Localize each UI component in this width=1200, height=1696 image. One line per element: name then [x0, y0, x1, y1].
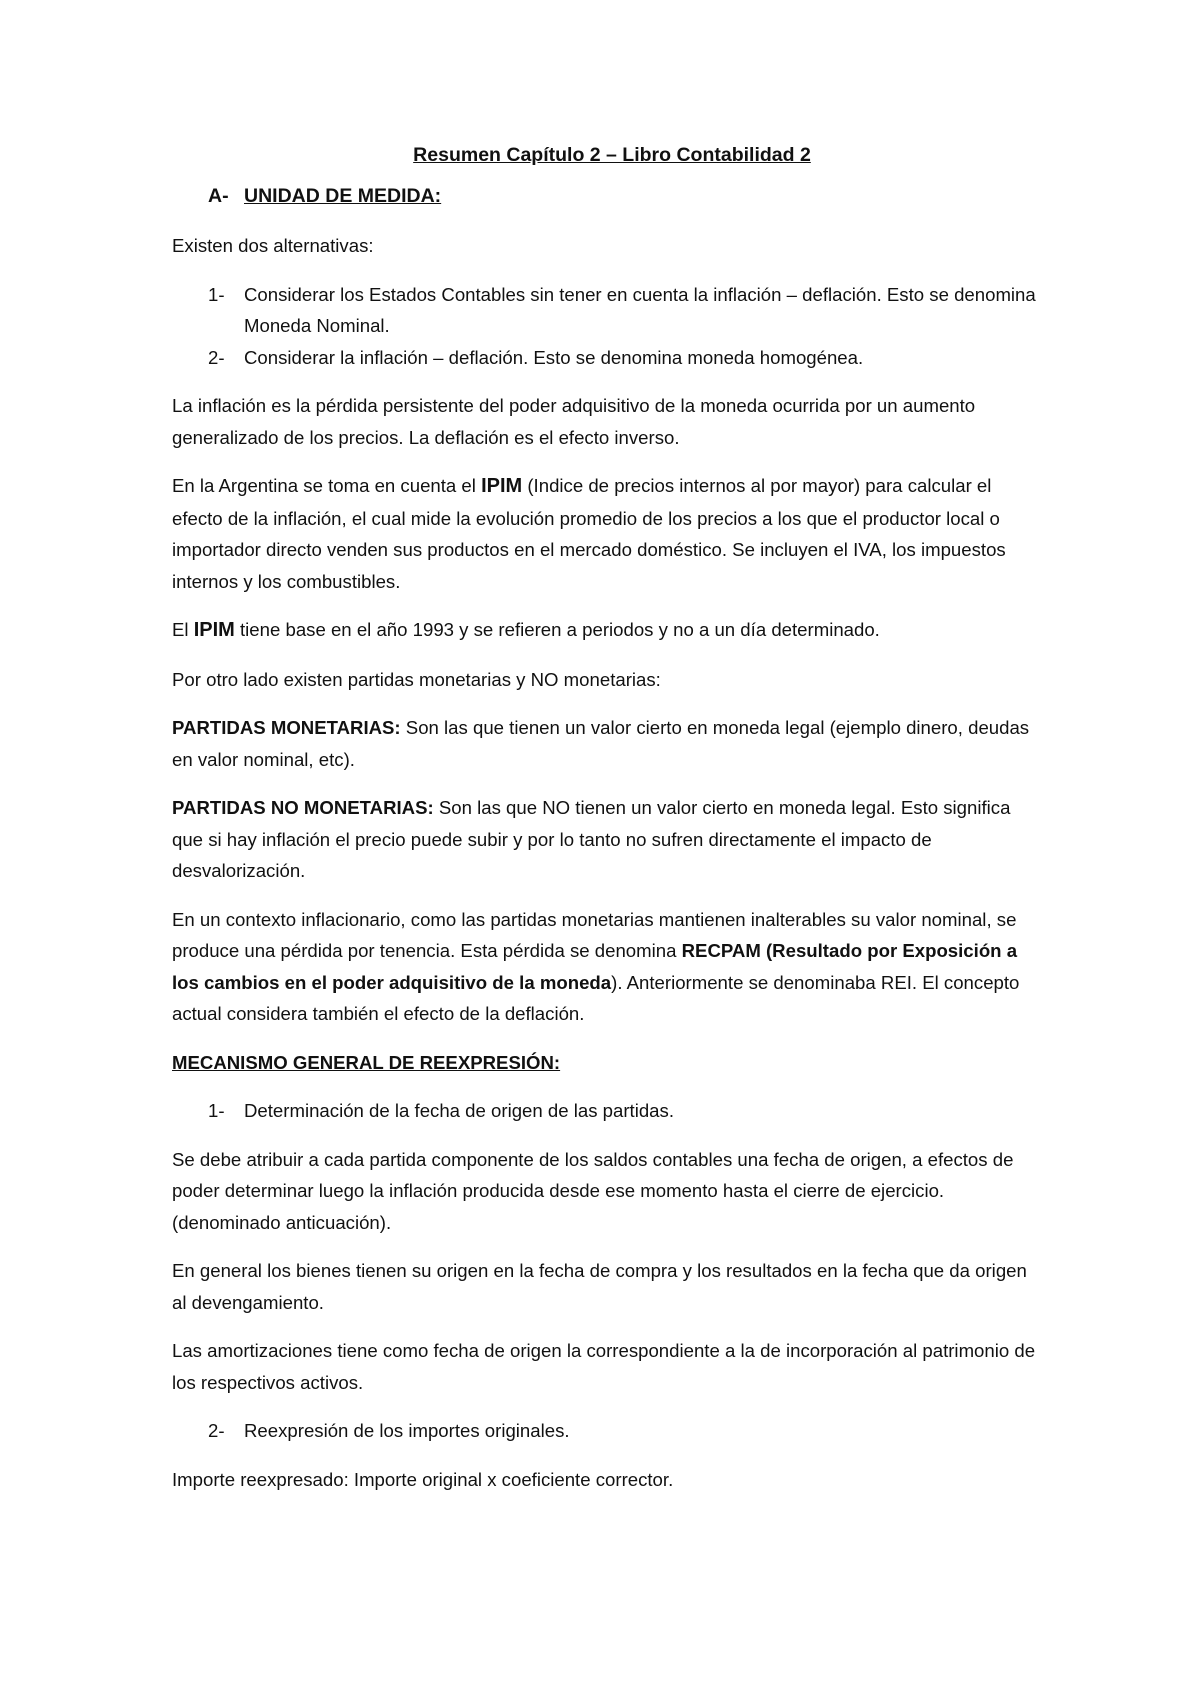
- paragraph-partidas-no-monetarias: [172, 792, 1042, 887]
- paragraph-importe: Importe reexpresado: Importe original x coeficiente corrector.: [172, 1468, 674, 1490]
- section-a-marker: A-: [208, 184, 229, 207]
- partidas-no-monetarias-text: Son las que NO tienen un valor cierto en moneda legal. Esto significa que si hay inflación el precio puede subir y por lo tanto no sufren directamente el impacto de desvalorización.: [172, 797, 1011, 881]
- paragraph-ipim: [172, 614, 1042, 647]
- mecanismo-list-1: [172, 1095, 1042, 1127]
- paragraph-bienes: En general los bienes tienen su origen en la fecha de compra y los resultados en la fecha que da origen al devengamiento.: [172, 1260, 1027, 1313]
- contexto-text-after: ). Anteriormente se denominaba REI. El concepto actual considera también el efecto de la deflación.: [172, 971, 1020, 1024]
- document-title: Resumen Capítulo 2 – Libro Contabilidad 2: [413, 144, 811, 166]
- list-item: [208, 342, 1042, 374]
- paragraph-argentina: [172, 470, 1042, 597]
- section-a-label: UNIDAD DE MEDIDA:: [244, 184, 442, 207]
- list-item-number: 2-: [208, 346, 225, 368]
- partidas-monetarias-label: PARTIDAS MONETARIAS:: [172, 717, 401, 738]
- list-item: [208, 279, 1042, 342]
- alternatives-list: [172, 279, 1042, 374]
- paragraph-amortizaciones: Las amortizaciones tiene como fecha de origen la correspondiente a la de incorporación al patrimonio de los respectivos activos.: [172, 1340, 1036, 1393]
- list-item-text: Considerar los Estados Contables sin tener en cuenta la inflación – deflación. Esto se denomina Moneda Nominal.: [244, 283, 1036, 336]
- partidas-monetarias-text: Son las que tienen un valor cierto en moneda legal (ejemplo dinero, deudas en valor nominal, etc).: [172, 717, 1030, 770]
- list-item-number: 1-: [208, 283, 225, 305]
- list-item: [208, 1415, 1042, 1447]
- list-item-text: Reexpresión de los importes originales.: [244, 1420, 570, 1441]
- recpam-term: RECPAM (Resultado por Exposición a los cambios en el poder adquisitivo de la moneda: [172, 940, 1018, 993]
- ipim-text-after: tiene base en el año 1993 y se refieren a periodos y no a un día determinado.: [234, 619, 880, 640]
- paragraph-partidas-monetarias: [172, 712, 1042, 775]
- paragraph-partidas: Por otro lado existen partidas monetarias y NO monetarias:: [172, 668, 661, 690]
- contexto-text-before: En un contexto inflacionario, como las partidas monetarias mantienen inalterables su valor nominal, se produce una pérdida por tenencia. Esta pérdida se denomina: [172, 908, 1017, 961]
- document-page: [172, 140, 1042, 1512]
- list-item-number: 2-: [208, 1420, 225, 1441]
- paragraph-contexto: [172, 904, 1042, 1030]
- list-item: [208, 1095, 1042, 1127]
- argentina-text-before: En la Argentina se toma en cuenta el: [172, 475, 482, 496]
- list-item-number: 1-: [208, 1100, 225, 1121]
- argentina-text-after: (Indice de precios internos al por mayor) para calcular el efecto de la inflación, el cual mide la evolución promedio de los precios a los que el productor local o importador directo venden sus productos en el mercado doméstico. Se incluyen el IVA, los impuestos internos y los combustibles.: [172, 475, 1006, 592]
- list-item-text: Considerar la inflación – deflación. Esto se denomina moneda homogénea.: [244, 346, 864, 368]
- ipim-term: IPIM: [193, 619, 235, 641]
- heading-mecanismo: MECANISMO GENERAL DE REEXPRESIÓN:: [172, 1051, 561, 1073]
- mecanismo-list-2: [172, 1415, 1042, 1447]
- list-item-text: Determinación de la fecha de origen de las partidas.: [244, 1100, 674, 1121]
- partidas-no-monetarias-label: PARTIDAS NO MONETARIAS:: [172, 797, 434, 818]
- paragraph-inflacion: La inflación es la pérdida persistente del poder adquisitivo de la moneda ocurrida por un aumento generalizado de los precios. La deflación es el efecto inverso.: [172, 395, 976, 448]
- paragraph-atribuir: Se debe atribuir a cada partida componente de los saldos contables una fecha de origen, a efectos de poder determinar luego la inflación producida desde ese momento hasta el cierre de ejercicio. (denominado anticuación).: [172, 1148, 1014, 1233]
- ipim-text-before: El: [172, 619, 194, 640]
- ipim-term: IPIM: [481, 475, 523, 497]
- paragraph-alternativas: Existen dos alternativas:: [172, 235, 374, 256]
- section-a-heading: [208, 181, 1042, 213]
